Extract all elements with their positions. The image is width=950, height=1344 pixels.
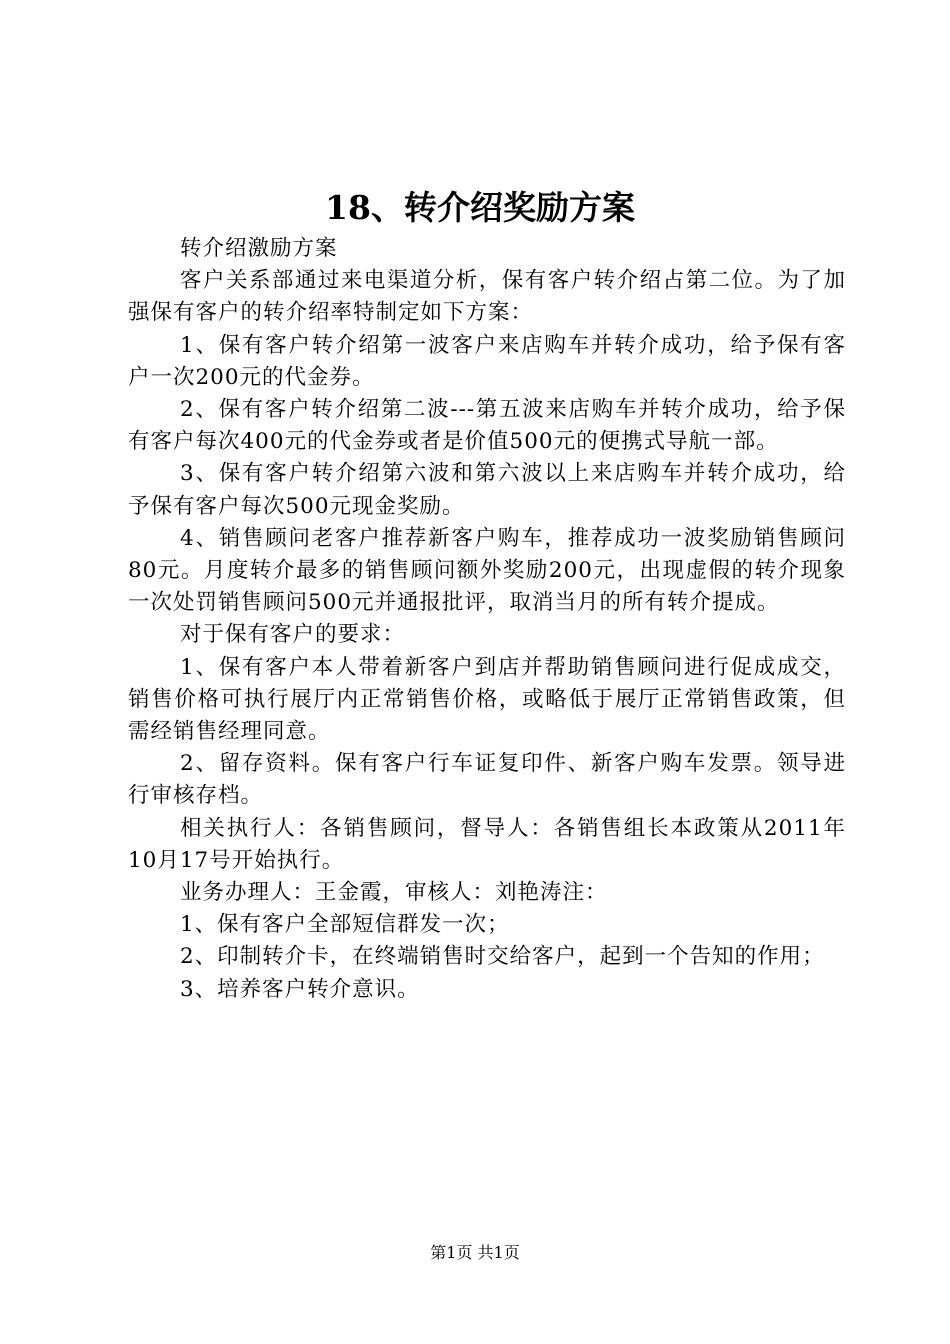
paragraph: 1、保有客户全部短信群发一次； [180, 912, 510, 938]
paragraph: 相关执行人：各销售顾问，督导人：各销售组长本政策从2011年10月17号开始执行。 [128, 815, 846, 873]
document-body [128, 233, 846, 1006]
paragraph: 3、培养客户转介意识。 [180, 976, 420, 1002]
paragraph: 4、销售顾问老客户推荐新客户购车，推荐成功一波奖励销售顾问80元。月度转介最多的销售顾问额外奖励200元，出现虚假的转介现象一次处罚销售顾问500元并通报批评，取消当月的所有转介提成。 [128, 525, 846, 616]
paragraph: 1、保有客户转介绍第一波客户来店购车并转介成功，给予保有客户一次200元的代金券。 [128, 332, 846, 390]
page-footer: 第1页 共1页 [430, 1243, 520, 1262]
paragraph: 1、保有客户本人带着新客户到店并帮助销售顾问进行促成成交，销售价格可执行展厅内正常销售价格，或略低于展厅正常销售政策，但需经销售经理同意。 [128, 654, 846, 745]
paragraph: 3、保有客户转介绍第六波和第六波以上来店购车并转介成功，给予保有客户每次500元现金奖励。 [128, 461, 846, 519]
paragraph: 对于保有客户的要求： [180, 622, 406, 648]
paragraph: 业务办理人：王金霞，审核人：刘艳涛注： [180, 880, 608, 906]
paragraph: 转介绍激励方案 [180, 236, 338, 261]
paragraph: 客户关系部通过来电渠道分析，保有客户转介绍占第二位。为了加强保有客户的转介绍率特制定如下方案： [128, 268, 846, 326]
paragraph: 2、印制转介卡，在终端销售时交给客户，起到一个告知的作用； [180, 944, 825, 970]
paragraph: 2、保有客户转介绍第二波---第五波来店购车并转介成功，给予保有客户每次400元的代金券或者是价值500元的便携式导航一部。 [128, 397, 846, 455]
paragraph: 2、留存资料。保有客户行车证复印件、新客户购车发票。领导进行审核存档。 [128, 751, 846, 809]
document-title: 18、转介绍奖励方案 [325, 188, 635, 227]
